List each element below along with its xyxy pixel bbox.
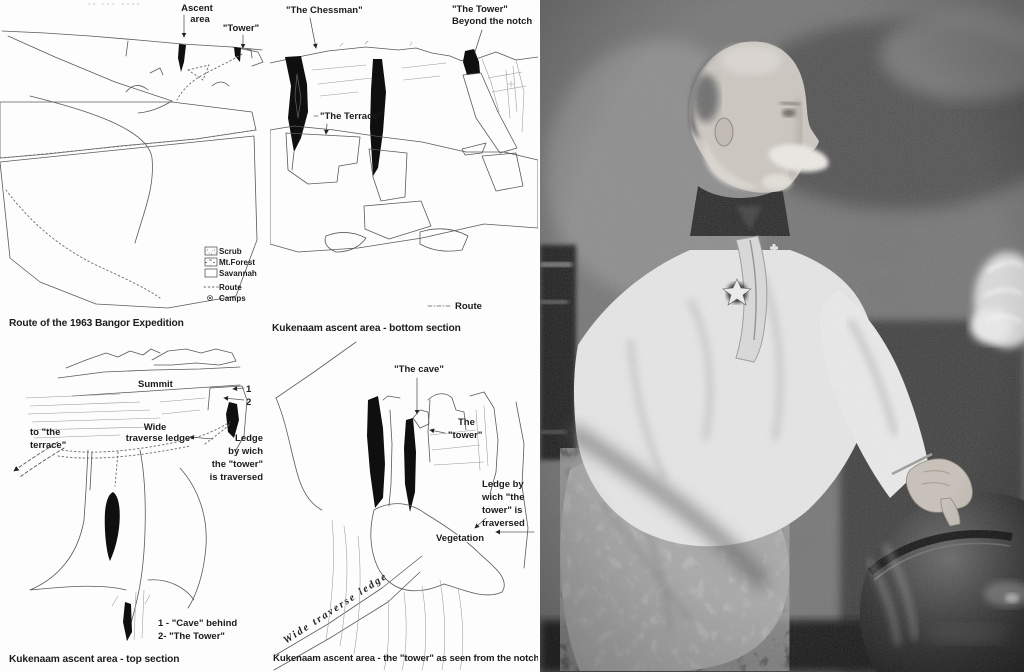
legend-swatch-savannah: [205, 269, 217, 277]
left-crack: [367, 396, 385, 508]
cave-crack: [105, 492, 120, 561]
chessman-chimney: [285, 56, 308, 152]
label-key1: 1 - "Cave" behind: [158, 618, 238, 629]
right-crack: [404, 418, 416, 512]
label-ascent-area-line2: area: [190, 14, 210, 25]
label-vegetation: Vegetation: [435, 533, 485, 544]
label-wide-traverse-ledge: Wide traverse ledge: [281, 570, 391, 647]
map-legend: [204, 247, 257, 303]
legend-swatch-mtforest: [205, 258, 217, 266]
label-num1: 1: [246, 384, 252, 395]
label-tower-beyond: "The Tower": [452, 4, 508, 15]
panel-route-map: [0, 0, 270, 340]
rock-outlines: [276, 342, 528, 568]
arrow-chessman: [310, 18, 316, 48]
label-cave: "The cave": [394, 364, 444, 375]
label-ledge-right-l4: traversed: [482, 518, 525, 529]
legend-label-mtforest: Mt.Forest: [219, 258, 255, 267]
caption-panel-a: Route of the 1963 Bangor Expedition: [9, 318, 184, 329]
label-tower-beyond-line2: Beyond the notch: [452, 16, 533, 27]
legend-swatch-scrub: [205, 247, 217, 255]
label-tower: "Tower": [222, 23, 260, 34]
cliff-outline: [2, 31, 263, 113]
portrait-photo-svg: [540, 0, 1024, 672]
caption-panel-c: Kukenaam ascent area - top section: [9, 654, 180, 665]
portrait-photo: [540, 0, 1024, 672]
label-ledge-right: Ledge by: [482, 479, 524, 490]
label-ascent-area: Ascent: [181, 3, 213, 14]
arrow-the-tower: [430, 430, 445, 433]
legend-label-savannah: Savannah: [219, 269, 257, 278]
label-ledge-right-l3: the "tower": [211, 459, 263, 470]
label-summit: Summit: [138, 379, 173, 390]
legend-label-route: Route: [455, 301, 482, 312]
terrace-area: [270, 126, 538, 252]
label-to-terrace-line2: terrace": [30, 440, 67, 451]
approach-line: [30, 96, 152, 243]
rock-swirls: [126, 68, 229, 92]
label-the-tower-line2: "tower": [448, 430, 483, 441]
legend-label-scrub: Scrub: [219, 247, 242, 256]
panel-top-section: [0, 340, 270, 672]
panel-tower-from-notch: [270, 340, 538, 672]
route-dotted-line: [177, 54, 242, 100]
tower-sliver: [123, 602, 132, 641]
savannah-edge: [0, 130, 256, 158]
notch-tower: [463, 49, 480, 75]
cave-notch: [413, 410, 429, 428]
legend-camps-dot: [209, 297, 211, 299]
cliff-face: [270, 41, 538, 176]
arrow-num2: [224, 398, 244, 400]
lower-face: [30, 450, 206, 641]
label-ledge-right-l4: is traversed: [209, 472, 263, 483]
label-num2: 2: [246, 397, 252, 408]
label-ledge-right-l2: by wich: [228, 446, 263, 457]
label-the-tower: The: [458, 417, 475, 428]
vignette: [540, 0, 1024, 672]
legend-label-route: Route: [219, 283, 242, 292]
label-ledge-right: Ledge: [235, 433, 263, 444]
caption-panel-d: Kukenaam ascent area - the "tower" as seen from the notch: [273, 653, 538, 664]
notch-gully: [463, 73, 517, 153]
label-ledge-right-l2: wich "the: [482, 492, 525, 503]
label-chessman: "The Chessman": [286, 5, 363, 16]
label-wide-ledge-line2: traverse ledge: [125, 433, 191, 444]
label-key2: 2- "The Tower": [158, 631, 225, 642]
label-terrace: "The Terrace": [320, 111, 383, 122]
label-to-terrace: to "the: [30, 427, 61, 438]
caption-panel-b: Kukenaam ascent area - bottom section: [272, 323, 461, 334]
label-ledge-right-l3: tower" is: [482, 505, 523, 516]
panel-bottom-section: [270, 0, 538, 340]
label-wide-ledge: Wide: [143, 422, 167, 433]
legend-label-camps: Camps: [219, 294, 246, 303]
arrow-ledge: [190, 437, 213, 439]
route-lower-dotted: [6, 190, 160, 298]
